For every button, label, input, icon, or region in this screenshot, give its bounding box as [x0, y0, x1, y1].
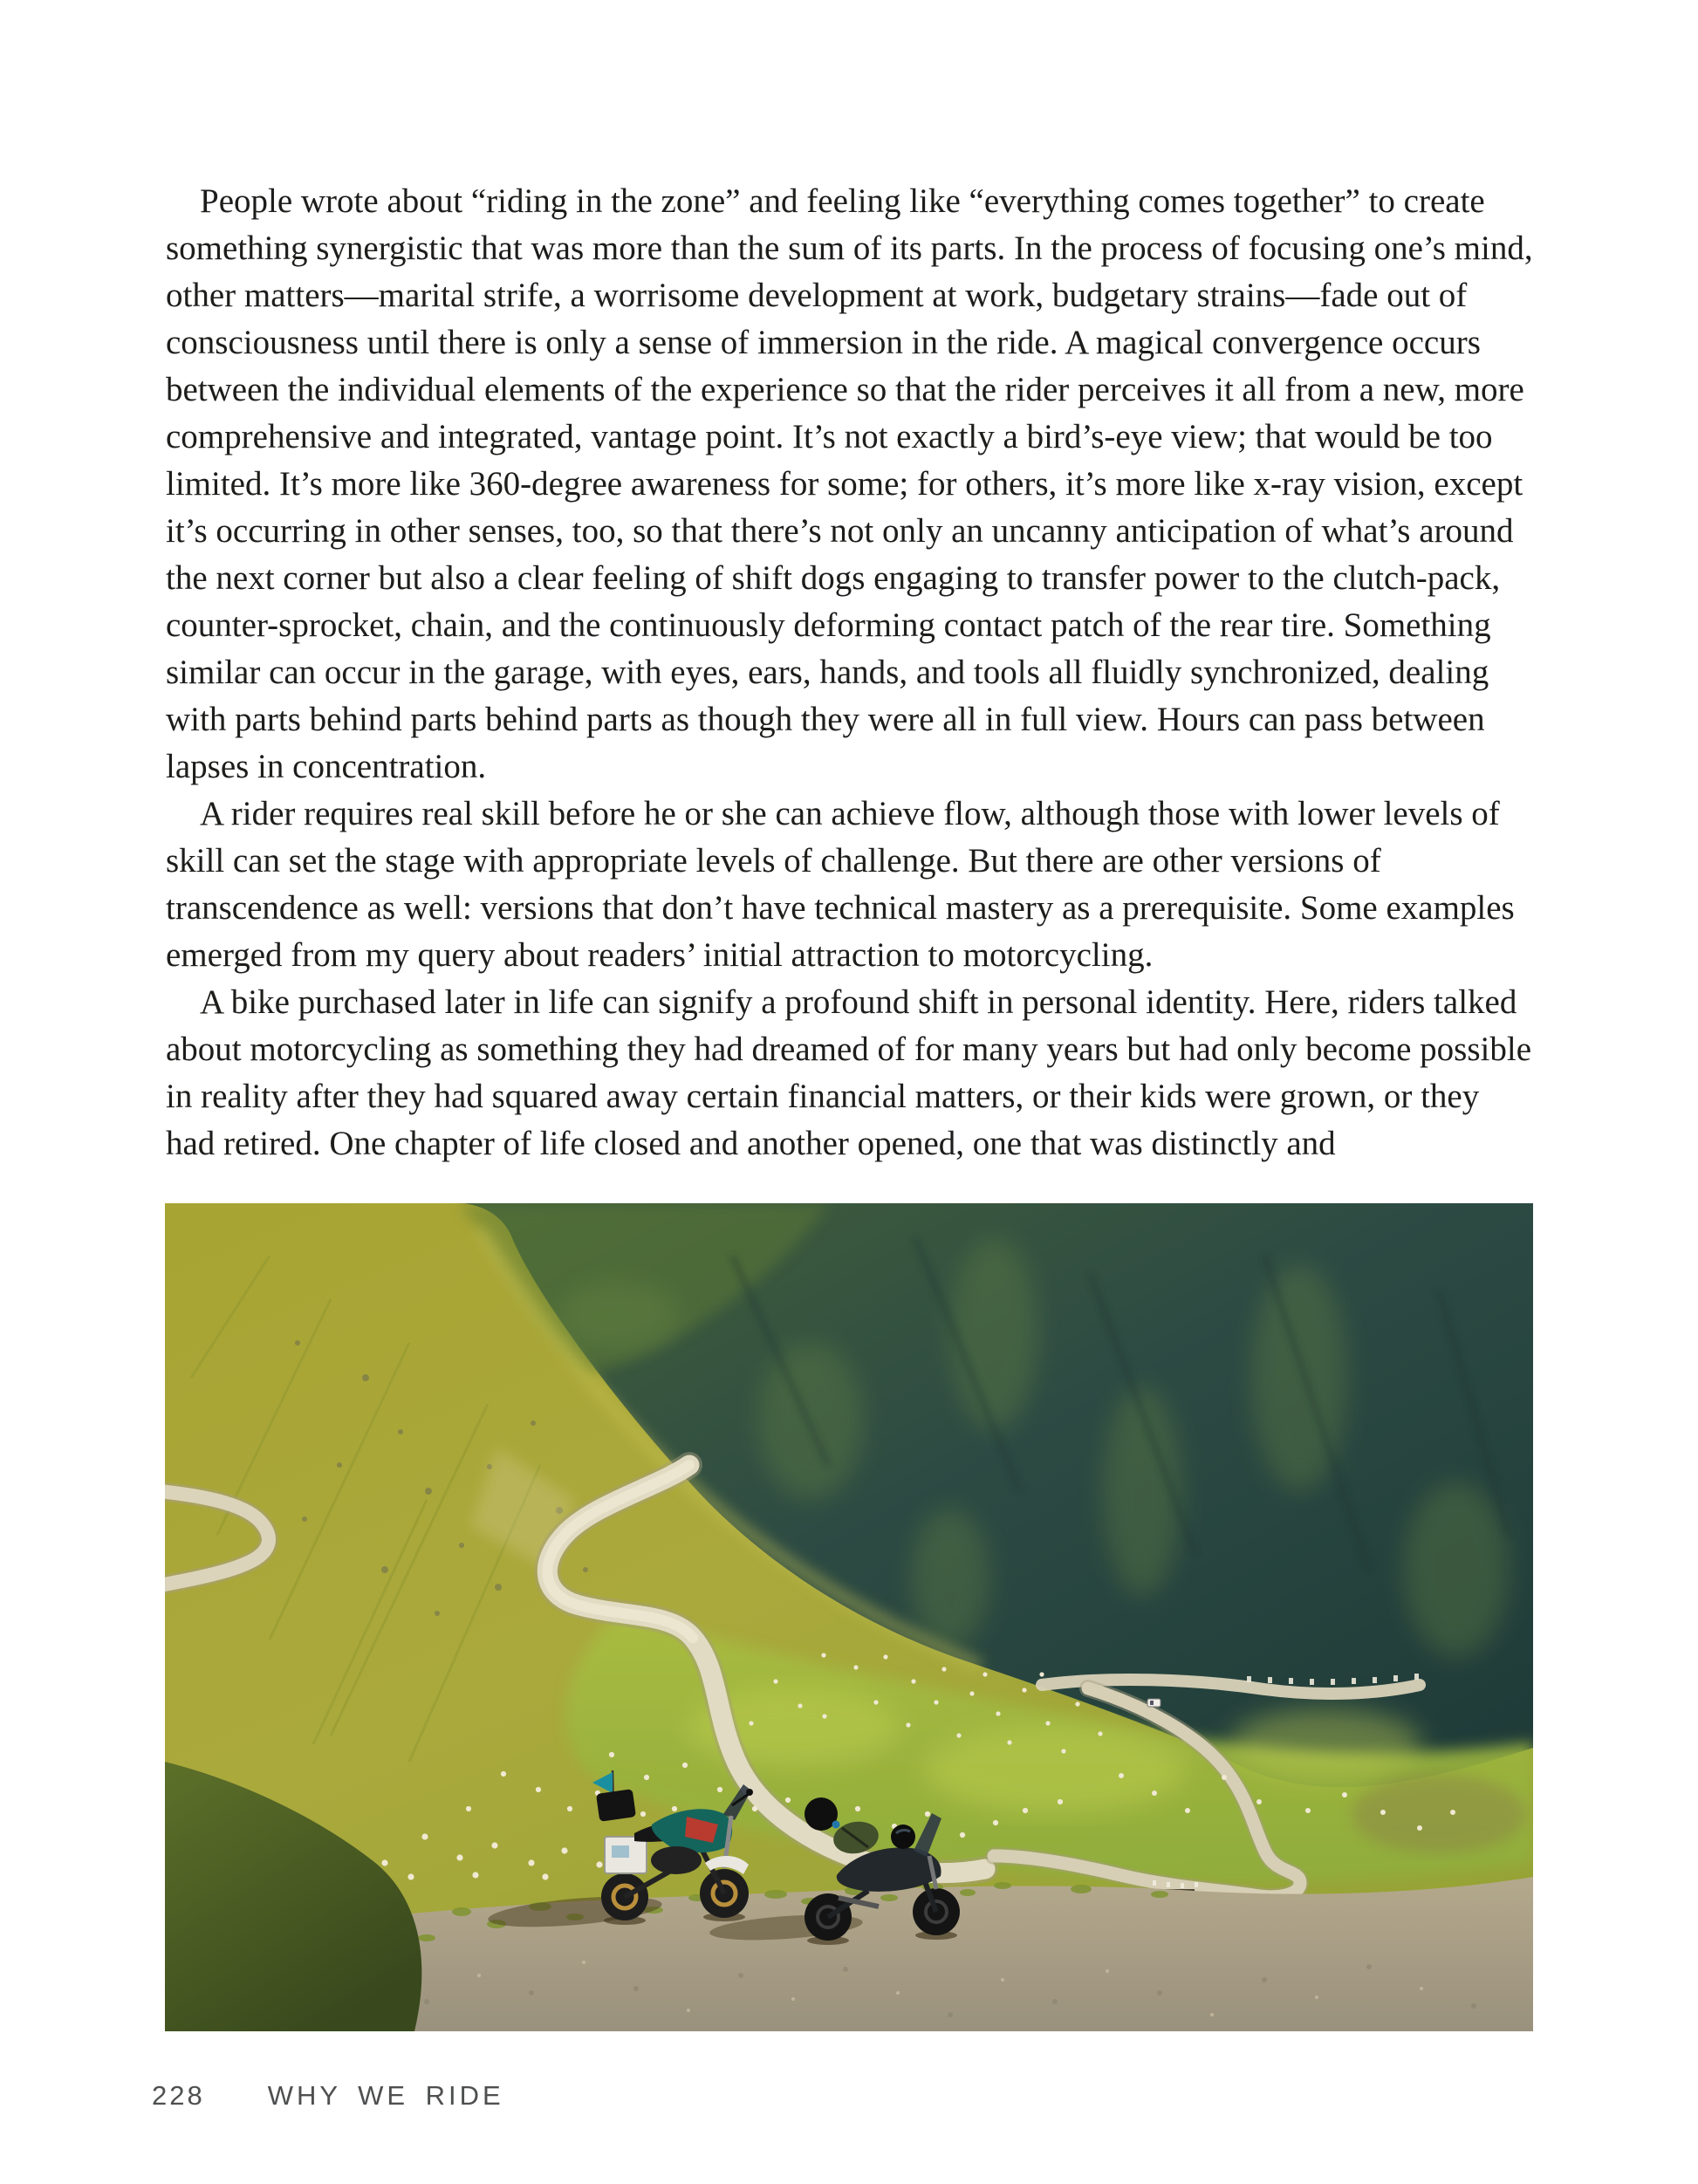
- page-footer: [152, 2080, 504, 2112]
- car-dot: [1147, 1699, 1161, 1707]
- body-paragraph-2: A rider requires real skill before he or she can achieve flow, although those with lower levels of skill can set the stage with appropriate levels of challenge. But there are other versions of transcendence as well: versions that don’t have technical mastery as a prerequisite. Some examples emerged from my query about readers’ initial attraction to motorcycling.: [166, 795, 1515, 974]
- body-text: [166, 178, 1533, 1167]
- page-number: 228: [152, 2080, 205, 2111]
- right-scrub-patch: [1352, 1775, 1526, 1853]
- body-paragraph-3: A bike purchased later in life can signify a profound shift in personal identity. Here, riders talked about motorcycling as something they had dreamed of for many years but had only become possible in reality after they had squared away certain financial matters, or their kids were grown, or they had retired. One chapter of life closed and another opened, one that was distinctly and: [166, 983, 1532, 1162]
- running-title: WHY WE RIDE: [267, 2080, 504, 2111]
- photo-motorcycles-mountain-road: [165, 1203, 1533, 2031]
- body-paragraph-1: People wrote about “riding in the zone” and feeling like “everything comes together” to create something synergistic that was more than the sum of its parts. In the process of focusing one’s mind, other matters—marital strife, a worrisome development at work, budgetary strains—fade out of consciousness until there is only a sense of immersion in the ride. A magical convergence occurs between the individual elements of the experience so that the rider perceives it all from a new, more comprehensive and integrated, vantage point. It’s not exactly a bird’s-eye view; that would be too limited. It’s more like 360-degree awareness for some; for others, it’s more like x-ray vision, except it’s occurring in other senses, too, so that there’s not only an uncanny anticipation of what’s around the next corner but also a clear feeling of shift dogs engaging to transfer power to the clutch-pack, counter-sprocket, chain, and the continuously deforming contact patch of the rear tire. Something similar can occur in the garage, with eyes, ears, hands, and tools all fluidly synchronized, dealing with parts behind parts behind parts as though they were all in full view. Hours can pass between lapses in concentration.: [166, 182, 1533, 785]
